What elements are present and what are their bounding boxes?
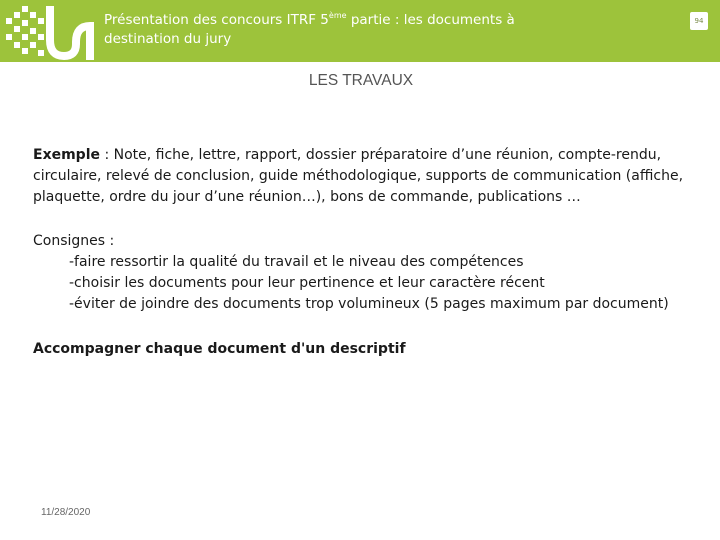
consignes-label: Consignes : xyxy=(33,233,115,249)
consigne-item: -éviter de joindre des documents trop volumineux (5 pages maximum par document) xyxy=(69,296,669,312)
page-number: 94 xyxy=(690,12,708,30)
consigne-item: -faire ressortir la qualité du travail et le niveau des compétences xyxy=(69,254,524,270)
header-bar xyxy=(0,0,720,62)
header-title-part2: partie : les documents à destination du jury xyxy=(104,12,515,47)
consignes-block xyxy=(33,231,698,315)
university-logo-icon xyxy=(6,4,98,60)
example-paragraph xyxy=(33,145,698,208)
descriptif-note: Accompagner chaque document d'un descriptif xyxy=(33,341,406,357)
consigne-item: -choisir les documents pour leur pertinence et leur caractère récent xyxy=(69,275,545,291)
header-title-part1: Présentation des concours ITRF 5 xyxy=(104,12,329,28)
footer-date: 11/28/2020 xyxy=(41,507,91,518)
example-label: Exemple xyxy=(33,147,100,163)
slide-title: LES TRAVAUX xyxy=(308,72,414,89)
header-title xyxy=(104,11,574,49)
example-text: : Note, fiche, lettre, rapport, dossier préparatoire d’une réunion, compte-rendu, circulaire, relevé de conclusion, guide méthodologique, supports de communication (affiche, plaquette, ordre du jour d’une réunion…), bons de commande, publications … xyxy=(33,147,684,205)
header-title-superscript: ème xyxy=(328,10,347,20)
